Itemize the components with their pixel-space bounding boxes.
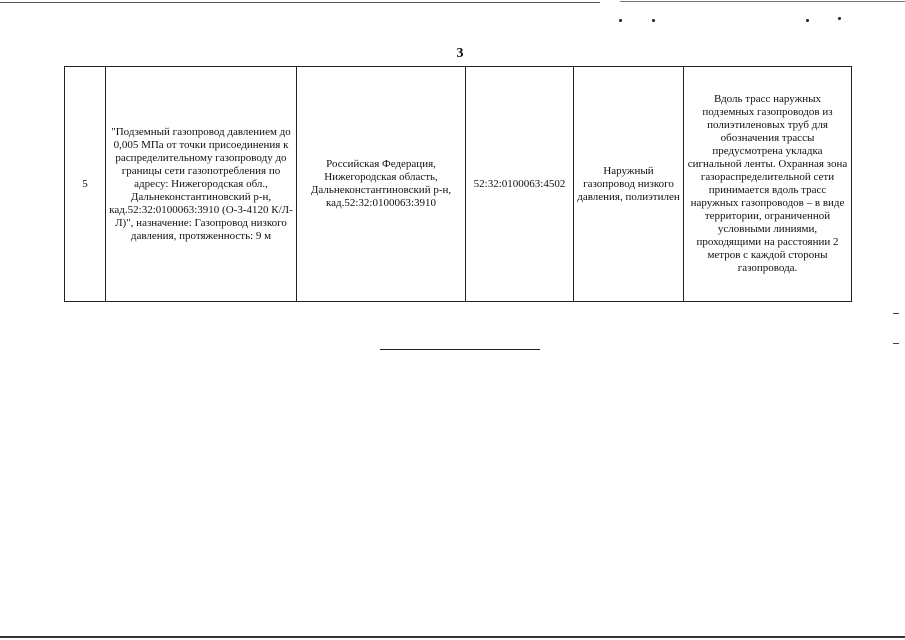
row-number-cell: 5 xyxy=(65,67,106,302)
closing-divider-line xyxy=(380,349,540,350)
scan-artifact-line xyxy=(0,2,600,3)
scan-artifact-line xyxy=(620,1,905,2)
scan-artifact-mark xyxy=(893,343,899,344)
notes-cell: Вдоль трасс наружных подземных газопроводов из полиэтиленовых труб для обозначения трассы предусмотрена укладка сигнальной ленты. Охранная зона газораспределительной сети принимается вдоль трасс наружных газопроводов – в виде территории, ограниченной условными линиями, проходящими на расстоянии 2 метров с каждой стороны газопровода. xyxy=(684,67,852,302)
scan-artifact-dot xyxy=(652,19,655,22)
document-table xyxy=(64,66,852,302)
scan-artifact-dot xyxy=(838,17,841,20)
page-number: 3 xyxy=(456,46,464,61)
object-description-cell: "Подземный газопровод давлением до 0,005 МПа от точки присоединения к распределительному газопроводу до границы сети газопотребления по адресу: Нижегородская обл., Дальнеконстантиновский р-н, кад.52:32:0100063:3910 (О-3-4120 К/Л-Л)", назначение: Газопровод низкого давления, протяженность: 9 м xyxy=(106,67,297,302)
scan-artifact-mark xyxy=(893,313,899,314)
cadastral-number-cell: 52:32:0100063:4502 xyxy=(466,67,574,302)
object-type-cell: Наружный газопровод низкого давления, полиэтилен xyxy=(574,67,684,302)
scan-artifact-line xyxy=(0,636,905,638)
scan-artifact-dot xyxy=(619,19,622,22)
scan-artifact-dot xyxy=(806,19,809,22)
table-row xyxy=(65,67,852,302)
location-cell: Российская Федерация, Нижегородская область, Дальнеконстантиновский р-н, кад.52:32:0100063:3910 xyxy=(297,67,466,302)
